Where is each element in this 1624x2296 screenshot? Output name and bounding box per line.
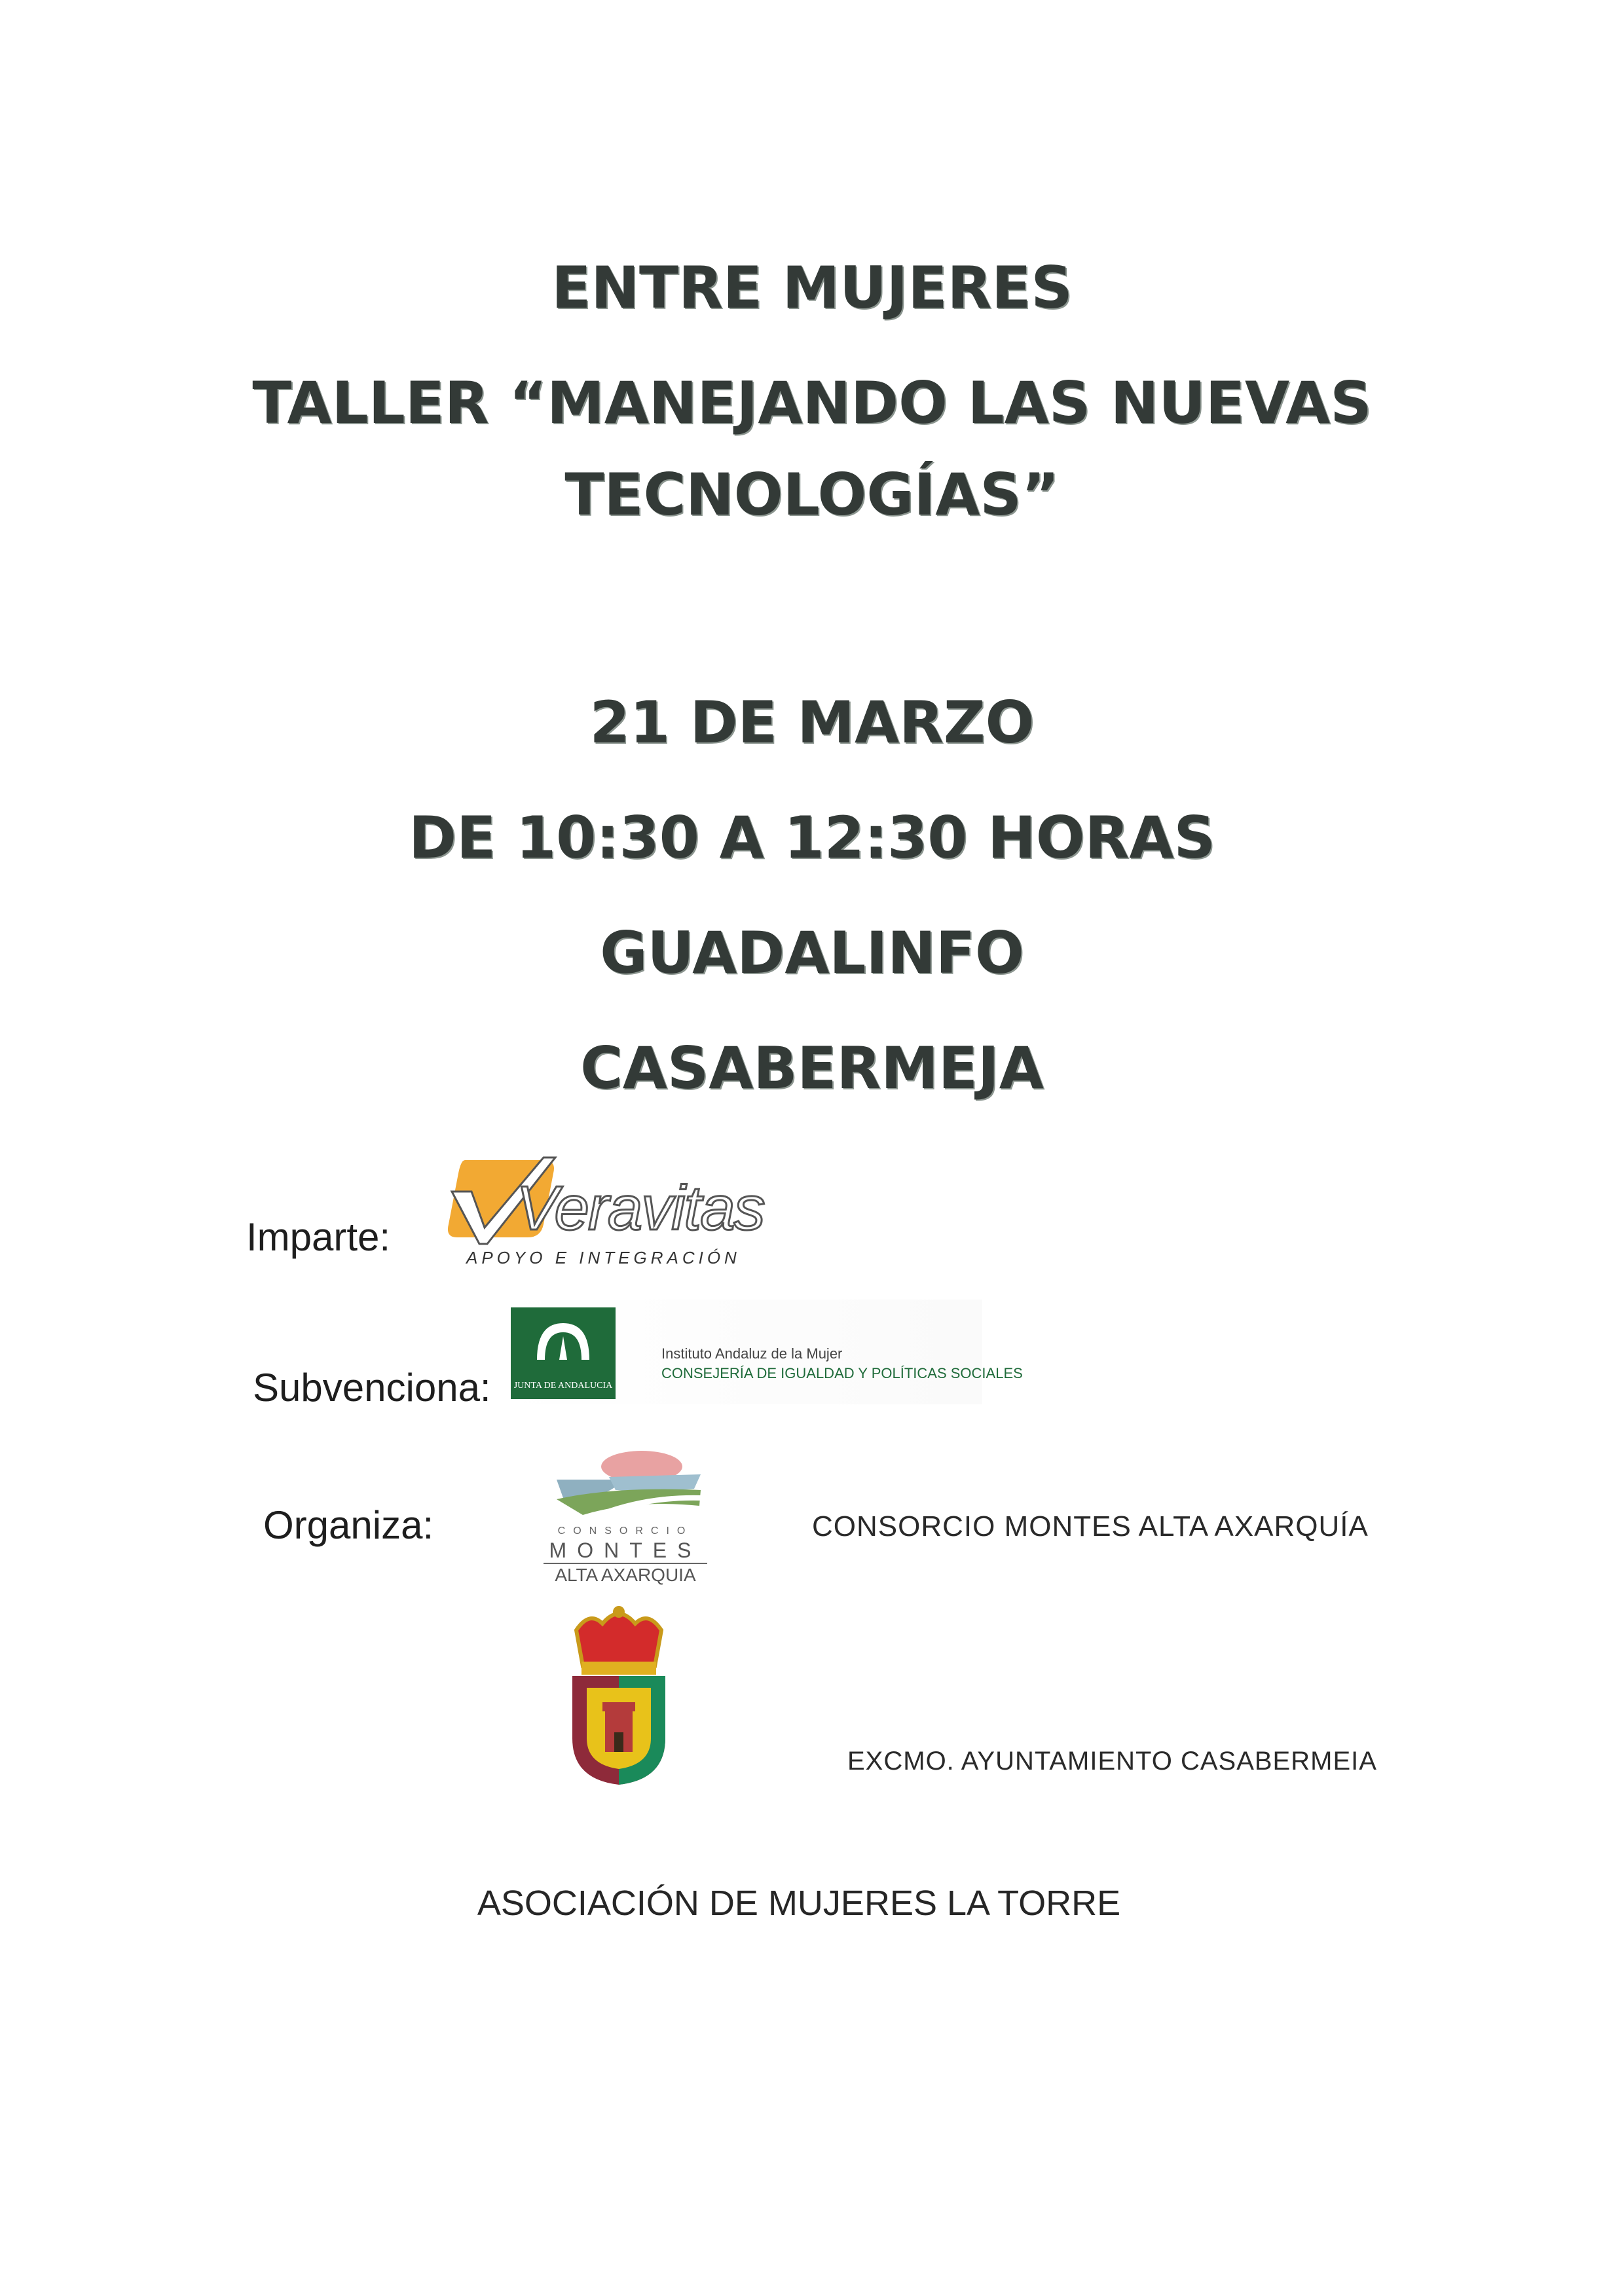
event-venue: GUADALINFO	[600, 919, 1024, 987]
montes-logo-small: CONSORCIO	[557, 1525, 693, 1537]
association-name: ASOCIACIÓN DE MUJERES LA TORRE	[477, 1884, 1121, 1923]
junta-logo	[511, 1307, 616, 1399]
montes-logo-main: MONTES	[544, 1539, 707, 1564]
junta-name: JUNTA DE ANDALUCIA	[513, 1381, 613, 1391]
organiza-label: Organiza:	[263, 1503, 434, 1547]
title-line-2: TALLER “MANEJANDO LAS NUEVAS	[252, 369, 1372, 437]
title-line-3: TECNOLOGÍAS”	[564, 461, 1060, 528]
event-time: DE 10:30 A 12:30 HORAS	[409, 804, 1215, 871]
subvenciona-label: Subvenciona:	[253, 1366, 491, 1410]
junta-arch-icon	[530, 1314, 596, 1373]
event-date: 21 DE MARZO	[589, 689, 1035, 756]
iam-line-2: CONSEJERÍA DE IGUALDAD Y POLÍTICAS SOCIALES	[661, 1365, 1023, 1381]
title-line-1: ENTRE MUJERES	[551, 254, 1073, 321]
consorcio-name: CONSORCIO MONTES ALTA AXARQUÍA	[812, 1510, 1369, 1542]
veravitas-logo	[445, 1152, 764, 1277]
iam-line-1: Instituto Andaluz de la Mujer	[661, 1345, 843, 1362]
crown-shield-icon	[563, 1604, 674, 1787]
junta-iam-banner	[498, 1300, 1023, 1404]
montes-logo	[544, 1447, 714, 1584]
montes-landscape-icon	[544, 1447, 714, 1525]
casabermeja-coat-of-arms	[563, 1604, 674, 1787]
montes-logo-sub: ALTA AXARQUIA	[555, 1565, 696, 1585]
imparte-label: Imparte:	[246, 1215, 391, 1259]
veravitas-tagline: APOYO E INTEGRACIÓN	[466, 1248, 741, 1267]
event-town: CASABERMEJA	[580, 1034, 1044, 1102]
veravitas-name: Veravitas	[516, 1173, 764, 1243]
ayuntamiento-name: EXCMO. AYUNTAMIENTO CASABERMEIA	[847, 1747, 1377, 1776]
